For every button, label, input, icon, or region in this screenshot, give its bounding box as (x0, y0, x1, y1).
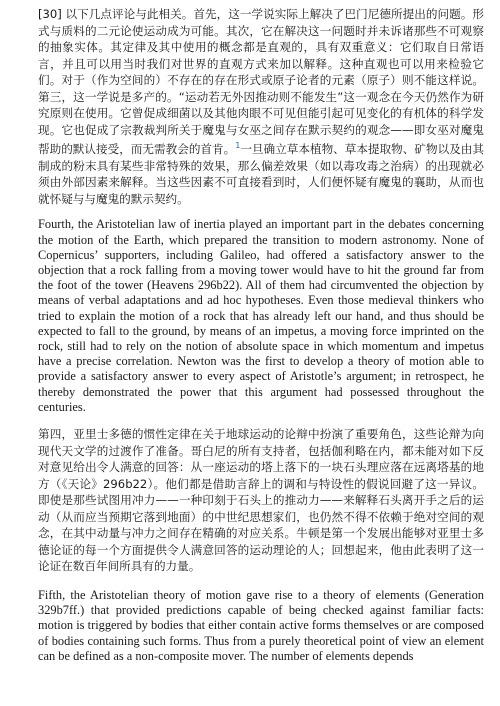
paragraph-text: 一旦确立草本植物、草本提取物、矿物以及由其制成的粉末具有某些非常特殊的效果，那么偏差效果（如以毒攻毒之治病）的出现就必须由外部因素来解释。当这些因素不可直接看到时，人们便怀疑有魔鬼的襄助，从而也就怀疑与与魔鬼的默示契约。 (38, 142, 484, 206)
english-paragraph-1: Fourth, the Aristotelian law of inertia played an important part in the debates concerning the motion of the Earth, which prepared the transition to modern astronomy. None of Copernicus’ supporters, including Galileo, had offered a satisfactory answer to the objection that a rock falling from a moving tower would have to hit the ground far from the foot of the tower (Heavens 296b22). All of them had circumvented the objection by means of verbal adaptations and ad hoc hypotheses. Even those medieval thinkers who tried to explain the motion of a rock that has already left our hand, and thus should be expected to fall to the ground, by means of an impetus, a moving force imprinted on the rock, still had to rely on the notion of absolute space in which momentum and impetus have a precise correlation. Newton was the first to develop a theory of motion able to provide a satisfactory answer to every aspect of Aristotle’s argument; in retrospect, he thereby demonstrated the power that this argument had possessed throughout the centuries. (38, 217, 484, 414)
english-paragraph-2: Fifth, the Aristotelian theory of motion gave rise to a theory of elements (Generation 329b7ff.) that provided predictions capable of being checked against familiar facts: motion is triggered by bodies that either contain active forms themselves or are composed of bodies containing such forms. Thus from a purely theoretical point of view an element can be defined as a non-composite mover. The number of elements depends (38, 587, 484, 663)
chinese-paragraph-1 (38, 6, 484, 207)
chinese-paragraph-2: 第四，亚里士多德的惯性定律在关于地球运动的论辩中扮演了重要角色，这些论辩为向现代天文学的过渡作了准备。哥白尼的所有支持者，包括伽利略在内，都未能对如下反对意见给出令人满意的回答：从一座运动的塔上落下的一块石头理应落在远离塔基的地方（《天论》296b22）。他们都是借助言辞上的调和与特设性的假说回避了这一异议。即使是那些试图用冲力——一种印刻于石头上的推动力——来解释石头离开手之后的运动（从而应当预期它落到地面）的中世纪思想家们，也仍然不得不依赖于绝对空间的观念，在其中动量与冲力之间存在精确的对应关系。牛顿是第一个发展出能够对亚里士多德论证的每一个方面提供令人满意回答的运动理论的人；回想起来，他由此表明了这一论证在数百年间所具有的力量。 (38, 427, 484, 574)
footnote-link[interactable]: 1 (235, 141, 241, 151)
paragraph-text: [30] 以下几点评论与此相关。首先，这一学说实际上解决了巴门尼德所提出的问题。形式与质料的二元论使运动成为可能。其次，它在解决这一问题时并未诉诸那些不可观察的抽象实体。其定律及其中使用的概念都是直观的，具有双重意义：它们取自日常语言，并且可以用当时我们对世界的直观方式来加以解释。这种直观也可以用来检验它们。对于（作为空间的）不存在的存在形式或原子论者的元素（原子）则不能这样说。第三，这一学说是多产的。“运动若无外因推动则不能发生”这一观念在今天仍然作为研究原则在使用。它曾促成细菌以及其他肉眼不可见但能引起可见变化的有机体的科学发现。它也促成了宗教裁判所关于魔鬼与女巫之间存在默示契约的观念——即女巫对魔鬼帮助的默认接受，而无需教会的首肯。 (38, 7, 484, 157)
